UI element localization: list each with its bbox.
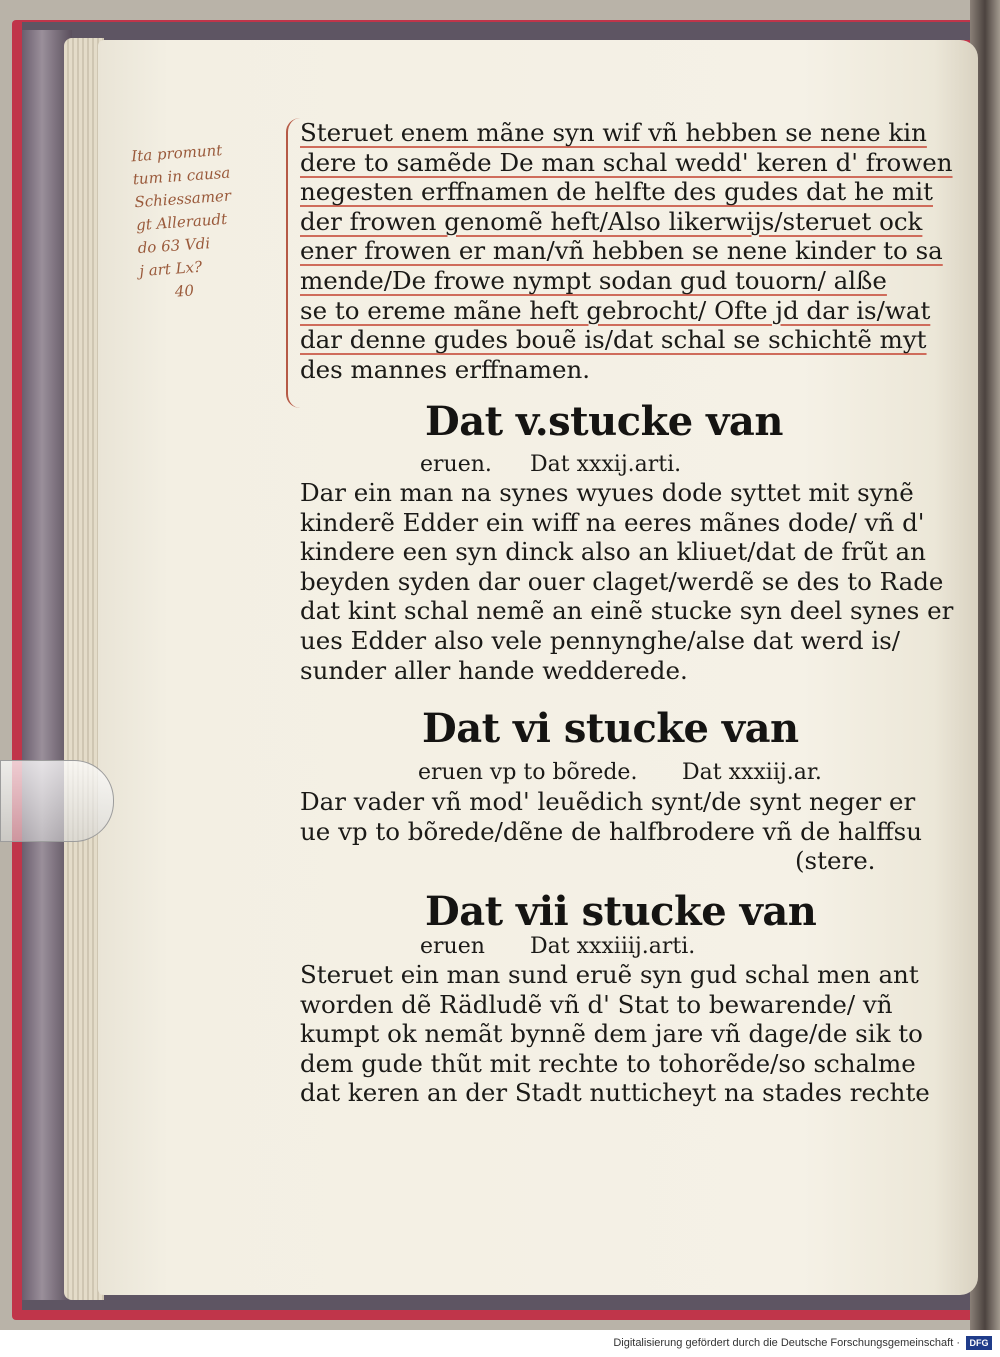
marginalia-line: gt Alleraudt [135, 209, 228, 235]
funding-credit: Digitalisierung gefördert durch die Deutsche Forschungsgemeinschaft · [613, 1337, 960, 1349]
text-line: dat kint schal nemẽ an einẽ stucke syn deel synes er [300, 596, 954, 626]
text-line: der frowen genomẽ heft/Also likerwijs/steruet ock [300, 206, 923, 236]
chapter-subheading: eruen [420, 934, 485, 959]
text-line: mende/De frowe nympt sodan gud touorn/ alße [300, 265, 887, 295]
section-2-text [300, 478, 954, 685]
text-line: dem gude thũt mit rechte to tohorẽde/so schalme [300, 1048, 916, 1078]
text-line: Dar ein man na synes wyues dode syttet mit synẽ [300, 478, 914, 507]
text-line: (stere. [795, 846, 876, 876]
marginalia-line: 40 [174, 281, 195, 301]
marginalia-line: tum in causa [132, 163, 231, 189]
text-line: des mannes erffnamen. [300, 354, 591, 384]
handwritten-marginalia [131, 135, 292, 306]
text-line: Steruet ein man sund eruẽ syn gud schal men ant [300, 960, 919, 989]
text-line: dar denne gudes bouẽ is/dat schal se schichtẽ myt [300, 325, 927, 355]
text-line: ue vp to bõrede/dẽne de halfbrodere vñ de halffsu [300, 816, 923, 846]
chapter-subheading: eruen. [420, 452, 492, 477]
section-4-text [300, 960, 930, 1108]
text-line: sunder aller hande wedderede. [300, 655, 688, 685]
text-line: dere to samẽde De man schal wedd' keren d' frowen [300, 147, 953, 177]
text-line: kumpt ok nemãt bynnẽ dem jare vñ dage/de sik to [300, 1019, 923, 1049]
text-line: ues Edder also vele pennynghe/alse dat werd is/ [300, 625, 901, 655]
text-line: Steruet enem mãne syn wif vñ hebben se nene kin [300, 118, 927, 147]
cover-top-band [22, 22, 982, 40]
section-1-text [300, 118, 953, 384]
text-line: dat keren an der Stadt nutticheyt na stades rechte [300, 1078, 930, 1108]
page-clip [0, 760, 114, 842]
article-number: Dat xxxiij.ar. [682, 760, 822, 785]
marginalia-line: Ita promunt [130, 141, 223, 166]
text-line: worden dẽ Rädludẽ vñ d' Stat to bewarende/ vñ [300, 989, 893, 1019]
chapter-heading: Dat vii stucke van [425, 888, 817, 935]
chapter-subheading: eruen vp to bõrede. [418, 760, 638, 785]
article-number: Dat xxxiiij.arti. [530, 934, 696, 959]
text-line: Dar vader vñ mod' leuẽdich synt/de synt neger er [300, 787, 916, 816]
text-line: se to ereme mãne heft gebrocht/ Ofte jd dar is/wat [300, 295, 931, 325]
marginalia-line: Schiessamer [133, 186, 232, 212]
text-line: kindere een syn dinck also an kliuet/dat de frũt an [300, 537, 926, 567]
footer-bar [0, 1330, 1000, 1357]
text-line: ener frowen er man/vñ hebben se nene kinder to sa [300, 236, 943, 266]
text-line: beyden syden dar ouer claget/werdẽ se des to Rade [300, 566, 944, 596]
article-number: Dat xxxij.arti. [530, 452, 682, 477]
text-line: negesten erffnamen de helfte des gudes dat he mit [300, 177, 933, 207]
text-line: kinderẽ Edder ein wiff na eeres mãnes dode/ vñ d' [300, 507, 925, 537]
marginalia-line: do 63 Vdi [137, 234, 211, 258]
dfg-logo-icon: DFG [966, 1336, 992, 1350]
chapter-heading: Dat vi stucke van [422, 705, 799, 752]
chapter-heading: Dat v.stucke van [425, 398, 783, 445]
marginalia-line: j art Lx? [138, 257, 203, 281]
section-3-text [300, 787, 923, 876]
